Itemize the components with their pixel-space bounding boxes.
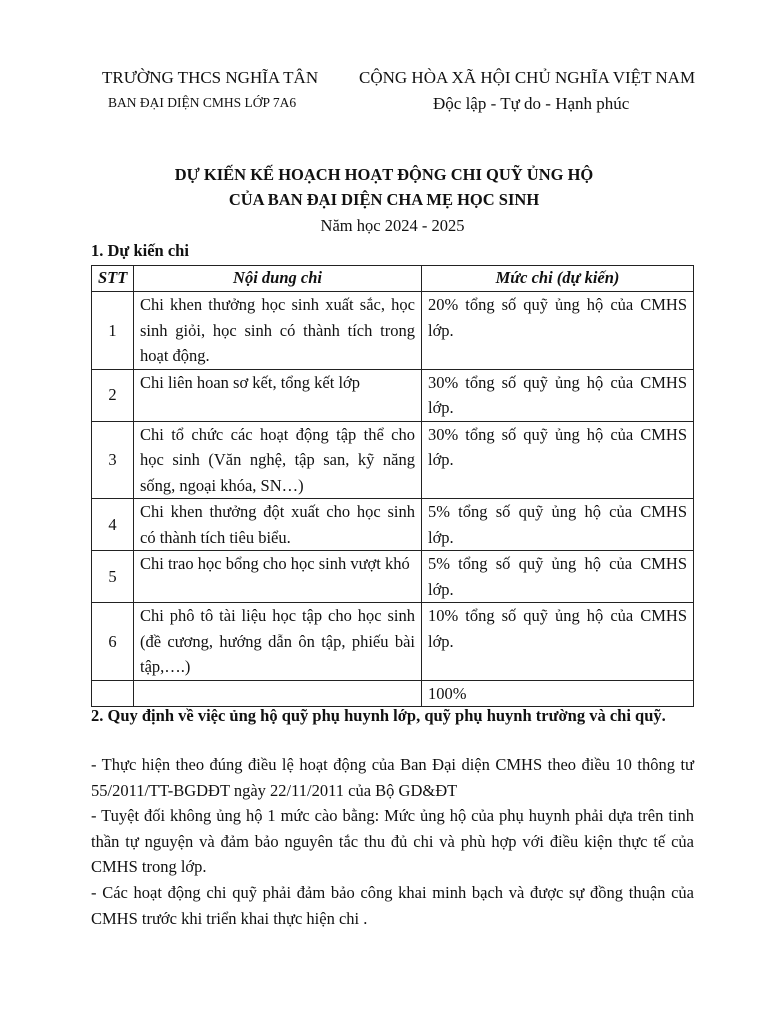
table-row	[92, 551, 694, 603]
column-header-stt: STT	[92, 266, 134, 292]
row-content: Chi trao học bổng cho học sinh vượt khó	[134, 551, 422, 603]
row-stt: 5	[92, 551, 134, 603]
row-content: Chi tổ chức các hoạt động tập thể cho học sinh (Văn nghệ, tập san, kỹ năng sống, ngoại khóa, SN…)	[134, 421, 422, 499]
section-2-heading: 2. Quy định về việc ủng hộ quỹ phụ huynh lớp, quỹ phụ huynh trường và chi quỹ.	[91, 706, 666, 725]
row-amount: 5% tổng số quỹ ủng hộ của CMHS lớp.	[422, 499, 694, 551]
school-year: Năm học 2024 - 2025	[320, 216, 465, 235]
table-row	[92, 369, 694, 421]
column-header-content: Nội dung chi	[134, 266, 422, 292]
row-stt: 3	[92, 421, 134, 499]
table-header-row	[92, 266, 694, 292]
nation-name: CỘNG HÒA XÃ HỘI CHỦ NGHĨA VIỆT NAM	[359, 68, 696, 87]
committee-name: BAN ĐẠI DIỆN CMHS LỚP 7A6	[108, 95, 297, 110]
table-row	[92, 603, 694, 681]
national-motto: Độc lập - Tự do - Hạnh phúc	[433, 94, 630, 113]
table-row	[92, 421, 694, 499]
total-amount: 100%	[422, 680, 694, 707]
document-title-line-2: CỦA BAN ĐẠI DIỆN CHA MẸ HỌC SINH	[228, 190, 540, 209]
regulation-paragraph: - Tuyệt đối không ủng hộ 1 mức cào bằng: Mức ủng hộ của phụ huynh phải dựa trên tinh thần tự nguyện và đảm bảo nguyên tắc thu đủ chi và phù hợp với điều kiện thực tế của CMHS trong lớp.	[91, 806, 694, 876]
row-amount: 10% tổng số quỹ ủng hộ của CMHS lớp.	[422, 603, 694, 681]
table-row	[92, 292, 694, 370]
regulation-paragraph: - Các hoạt động chi quỹ phải đảm bảo công khai minh bạch và được sự đồng thuận của CMHS trước khi triển khai thực hiện chi .	[91, 883, 694, 928]
row-stt: 2	[92, 369, 134, 421]
row-amount: 5% tổng số quỹ ủng hộ của CMHS lớp.	[422, 551, 694, 603]
row-content: Chi phô tô tài liệu học tập cho học sinh (đề cương, hướng dẫn ôn tập, phiếu bài tập,….)	[134, 603, 422, 681]
row-content: Chi liên hoan sơ kết, tổng kết lớp	[134, 369, 422, 421]
school-name: TRƯỜNG THCS NGHĨA TÂN	[102, 68, 319, 87]
row-stt: 4	[92, 499, 134, 551]
section-1-heading: 1. Dự kiến chi	[91, 241, 189, 260]
row-stt: 1	[92, 292, 134, 370]
column-header-amount: Mức chi (dự kiến)	[422, 266, 694, 292]
regulation-paragraph: - Thực hiện theo đúng điều lệ hoạt động của Ban Đại diện CMHS theo điều 10 thông tư 55/2011/TT-BGDĐT ngày 22/11/2011 của Bộ GD&ĐT	[91, 755, 694, 800]
row-content: Chi khen thưởng đột xuất cho học sinh có thành tích tiêu biểu.	[134, 499, 422, 551]
row-amount: 30% tổng số quỹ ủng hộ của CMHS lớp.	[422, 421, 694, 499]
row-stt: 6	[92, 603, 134, 681]
row-amount: 20% tổng số quỹ ủng hộ của CMHS lớp.	[422, 292, 694, 370]
table-row	[92, 499, 694, 551]
spending-plan-table	[91, 265, 694, 707]
row-content: Chi khen thưởng học sinh xuất sắc, học sinh giỏi, học sinh có thành tích trong hoạt động.	[134, 292, 422, 370]
row-amount: 30% tổng số quỹ ủng hộ của CMHS lớp.	[422, 369, 694, 421]
document-title-line-1: DỰ KIẾN KẾ HOẠCH HOẠT ĐỘNG CHI QUỸ ỦNG HỘ	[174, 165, 594, 184]
